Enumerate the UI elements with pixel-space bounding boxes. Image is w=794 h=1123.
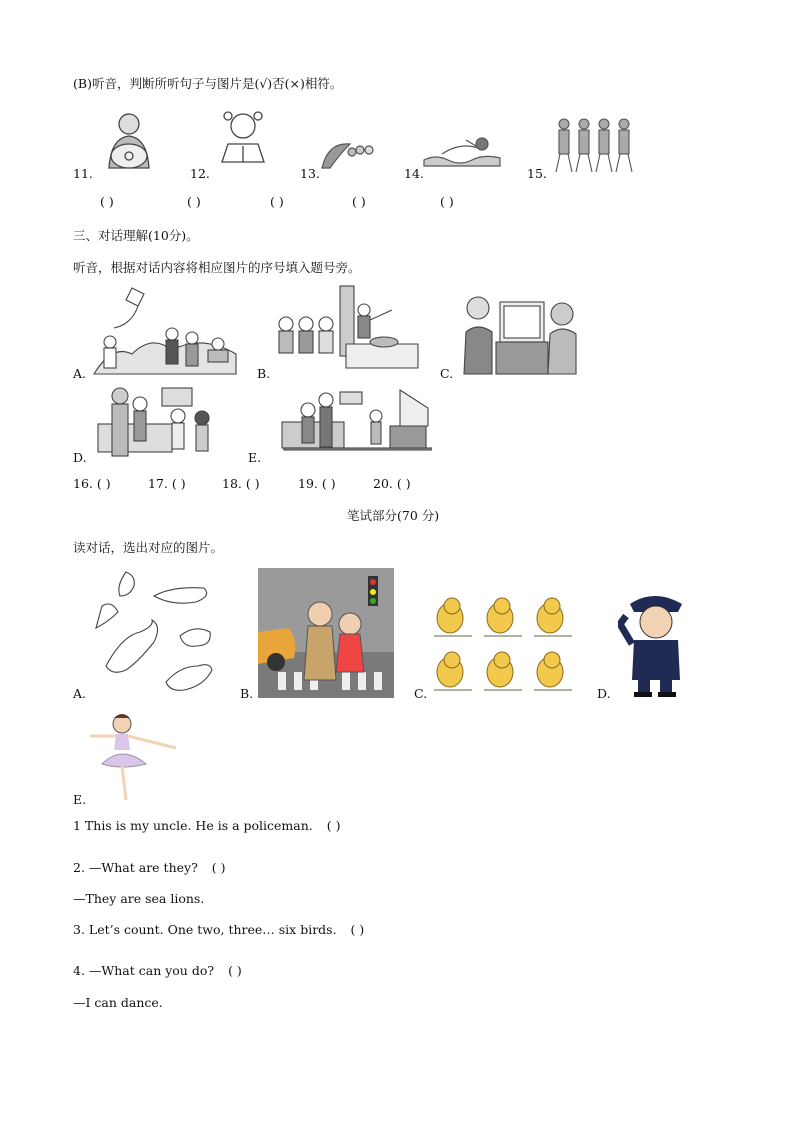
answer-blank[interactable]: ( ) bbox=[187, 194, 201, 209]
swimmer-icon bbox=[422, 132, 502, 168]
answer-blank[interactable]: ( ) bbox=[326, 818, 341, 833]
item-number: 13. bbox=[300, 166, 320, 181]
picture-label: A. bbox=[73, 686, 87, 701]
answer-blank[interactable]: ( ) bbox=[96, 476, 111, 491]
soldiers-icon bbox=[550, 116, 634, 174]
ballet-dancer-icon bbox=[86, 710, 182, 802]
answer-blank[interactable]: ( ) bbox=[352, 194, 366, 209]
girl-reading-icon bbox=[212, 108, 274, 166]
picture-label: B. bbox=[257, 366, 271, 381]
picture-label: D. bbox=[597, 686, 611, 701]
family-livingroom-icon bbox=[94, 382, 224, 460]
question-4 bbox=[73, 963, 242, 978]
item-number: 12. bbox=[190, 166, 210, 181]
picture-label: C. bbox=[414, 686, 428, 701]
question-number: 19. bbox=[298, 476, 318, 491]
question-text: 2. —What are they? bbox=[73, 860, 198, 875]
peas-icon bbox=[320, 138, 376, 172]
section-3-heading: 三、对话理解(10分)。 bbox=[73, 228, 199, 243]
question-number: 20. bbox=[373, 476, 393, 491]
answer-blank[interactable]: ( ) bbox=[270, 194, 284, 209]
answer-20[interactable] bbox=[373, 476, 411, 491]
item-number: 11. bbox=[73, 166, 93, 181]
answer-blank[interactable]: ( ) bbox=[440, 194, 454, 209]
picture-label: D. bbox=[73, 450, 87, 465]
answer-blank[interactable]: ( ) bbox=[171, 476, 186, 491]
answer-17[interactable] bbox=[148, 476, 186, 491]
sea-lions-icon bbox=[92, 566, 224, 696]
answer-blank[interactable]: ( ) bbox=[350, 922, 365, 937]
answer-blank[interactable]: ( ) bbox=[396, 476, 411, 491]
picture-label: A. bbox=[73, 366, 87, 381]
section-3-instruction: 听音，根据对话内容将相应图片的序号填入题号旁。 bbox=[73, 260, 361, 275]
picture-label: C. bbox=[440, 366, 454, 381]
question-2 bbox=[73, 860, 226, 875]
question-4-answer: —I can dance. bbox=[73, 995, 163, 1010]
family-tv-room-icon bbox=[278, 386, 432, 460]
question-number: 17. bbox=[148, 476, 168, 491]
question-number: 18. bbox=[222, 476, 242, 491]
picture-label: E. bbox=[248, 450, 262, 465]
park-kite-scene-icon bbox=[92, 284, 238, 376]
question-2-answer: —They are sea lions. bbox=[73, 891, 205, 906]
section-b-heading: (B)听音，判断所听句子与图片是(√)否(×)相符。 bbox=[73, 76, 343, 91]
item-number: 15. bbox=[527, 166, 547, 181]
driver-icon bbox=[95, 108, 163, 174]
item-number: 14. bbox=[404, 166, 424, 181]
answer-blank[interactable]: ( ) bbox=[228, 963, 242, 978]
answer-blank[interactable]: ( ) bbox=[245, 476, 260, 491]
aquarium-family-icon bbox=[274, 284, 420, 370]
women-tv-icon bbox=[462, 292, 580, 376]
policeman-icon bbox=[618, 588, 690, 698]
answer-blank[interactable]: ( ) bbox=[100, 194, 114, 209]
question-3 bbox=[73, 922, 364, 937]
answer-19[interactable] bbox=[298, 476, 336, 491]
question-1 bbox=[73, 818, 340, 833]
question-text: 1 This is my uncle. He is a policeman. bbox=[73, 818, 313, 833]
answer-16[interactable] bbox=[73, 476, 111, 491]
question-number: 16. bbox=[73, 476, 93, 491]
answer-18[interactable] bbox=[222, 476, 260, 491]
answer-blank[interactable]: ( ) bbox=[321, 476, 336, 491]
written-part-title: 笔试部分(70 分) bbox=[347, 508, 440, 523]
answer-blank[interactable]: ( ) bbox=[211, 860, 226, 875]
question-text: 4. —What can you do? bbox=[73, 963, 215, 978]
grandma-girl-crossing-icon bbox=[258, 568, 394, 698]
picture-label: B. bbox=[240, 686, 254, 701]
picture-label: E. bbox=[73, 792, 87, 807]
six-birds-icon bbox=[430, 592, 580, 696]
question-text: 3. Let’s count. One two, three… six birds. bbox=[73, 922, 337, 937]
written-instruction: 读对话，选出对应的图片。 bbox=[73, 540, 224, 555]
